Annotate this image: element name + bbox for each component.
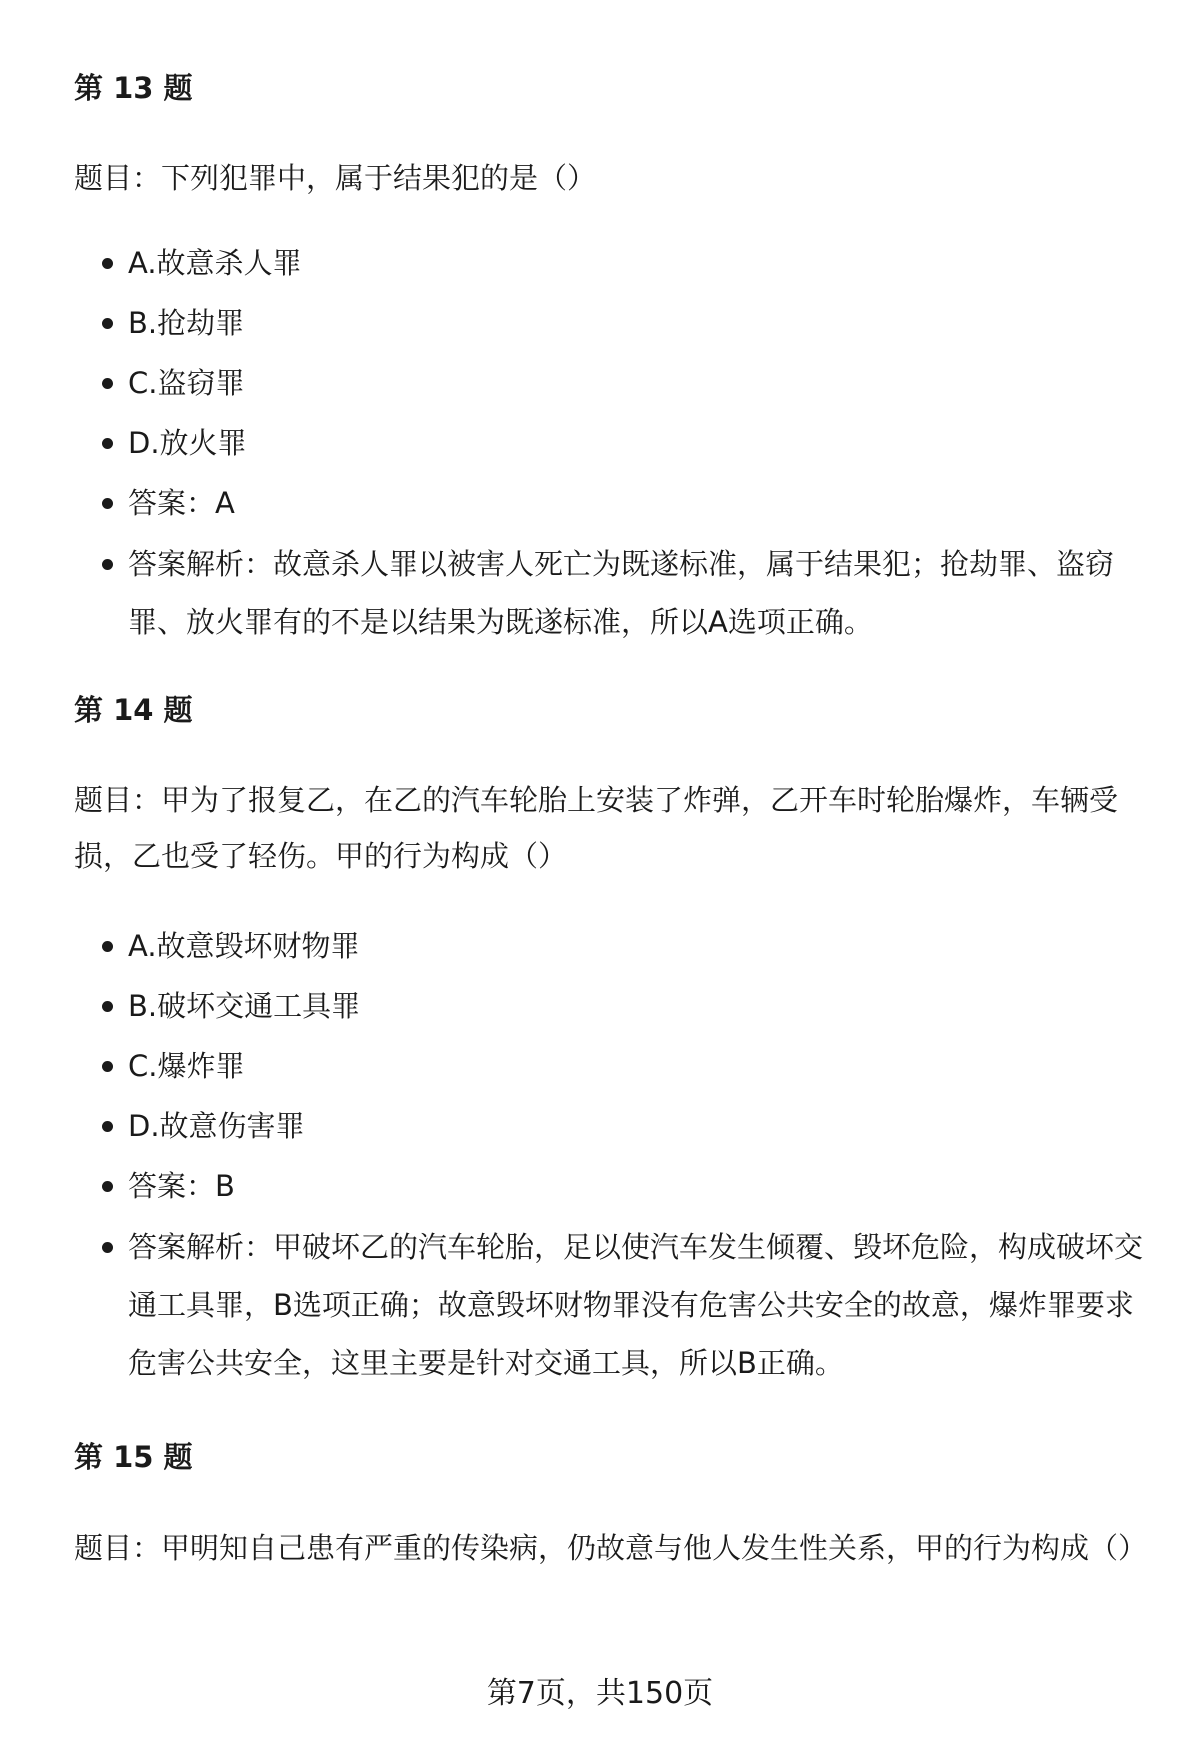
question-14-options — [74, 918, 1154, 1396]
bullet-icon — [102, 1061, 113, 1072]
question-13-stem: 题目：下列犯罪中，属于结果犯的是（） — [74, 161, 597, 195]
explanation — [74, 1218, 1154, 1392]
page-number: 第7页，共150页 — [486, 1676, 714, 1711]
bullet-icon — [102, 1121, 113, 1132]
option-c — [74, 1038, 1154, 1094]
option-a — [74, 235, 1154, 291]
option-a — [74, 918, 1154, 974]
option-text: D.放火罪 — [128, 426, 247, 460]
answer-text: 答案：B — [128, 1169, 235, 1203]
question-13-options — [74, 235, 1154, 655]
option-text: A.故意毁坏财物罪 — [128, 929, 360, 963]
bullet-icon — [102, 1242, 113, 1253]
question-14-title: 第 14 题 — [74, 693, 193, 727]
option-text: B.破坏交通工具罪 — [128, 989, 361, 1023]
answer — [74, 475, 1154, 531]
bullet-icon — [102, 258, 113, 269]
bullet-icon — [102, 1001, 113, 1012]
bullet-icon — [102, 1181, 113, 1192]
option-text: A.故意杀人罪 — [128, 246, 302, 280]
question-14-stem: 题目：甲为了报复乙，在乙的汽车轮胎上安装了炸弹，乙开车时轮胎爆炸，车辆受损，乙也受了轻伤。甲的行为构成（） — [74, 783, 1119, 873]
option-b — [74, 295, 1154, 351]
option-c — [74, 355, 1154, 411]
question-15-title: 第 15 题 — [74, 1440, 193, 1474]
option-d — [74, 415, 1154, 471]
option-text: D.故意伤害罪 — [128, 1109, 305, 1143]
bullet-icon — [102, 438, 113, 449]
bullet-icon — [102, 941, 113, 952]
answer — [74, 1158, 1154, 1214]
question-15-stem: 题目：甲明知自己患有严重的传染病，仍故意与他人发生性关系，甲的行为构成（） — [74, 1531, 1148, 1565]
bullet-icon — [102, 318, 113, 329]
answer-text: 答案：A — [128, 486, 235, 520]
option-b — [74, 978, 1154, 1034]
question-13-title: 第 13 题 — [74, 71, 193, 105]
explanation-text: 答案解析：甲破坏乙的汽车轮胎，足以使汽车发生倾覆、毁坏危险，构成破坏交通工具罪，B选项正确；故意毁坏财物罪没有危害公共安全的故意，爆炸罪要求危害公共安全，这里主要是针对交通工具，所以B正确。 — [128, 1230, 1144, 1380]
explanation-text: 答案解析：故意杀人罪以被害人死亡为既遂标准，属于结果犯；抢劫罪、盗窃罪、放火罪有的不是以结果为既遂标准，所以A选项正确。 — [128, 547, 1115, 639]
option-text: C.盗窃罪 — [128, 366, 245, 400]
bullet-icon — [102, 378, 113, 389]
option-text: B.抢劫罪 — [128, 306, 245, 340]
explanation — [74, 535, 1154, 651]
option-d — [74, 1098, 1154, 1154]
option-text: C.爆炸罪 — [128, 1049, 245, 1083]
bullet-icon — [102, 498, 113, 509]
bullet-icon — [102, 559, 113, 570]
